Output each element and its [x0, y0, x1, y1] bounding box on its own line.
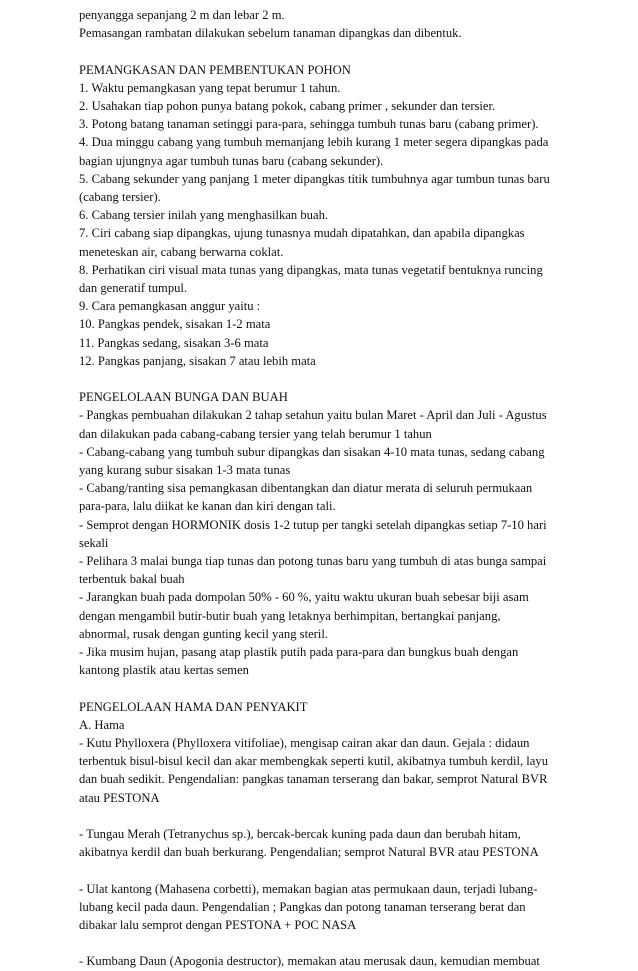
text-line: - Tungau Merah (Tetranychus sp.), bercak-bercak kuning pada daun dan berubah hitam,: [79, 827, 521, 842]
text-line: lubang kecil pada daun. Pengendalian ; Pangkas dan potong tanaman terserang berat dan: [79, 899, 526, 914]
paragraph: [79, 825, 569, 861]
text-line: PENGELOLAAN HAMA DAN PENYAKIT: [79, 699, 308, 714]
text-line: A. Hama: [79, 717, 125, 732]
text-line: PENGELOLAAN BUNGA DAN BUAH: [79, 390, 288, 405]
document-page: [79, 6, 569, 971]
text-line: - Jika musim hujan, pasang atap plastik putih pada para-para dan bungkus buah dengan: [79, 645, 519, 660]
text-line: dibakar lalu semprot dengan PESTONA + POC NASA: [79, 918, 357, 933]
text-line: 1. Waktu pemangkasan yang tepat berumur 1 tahun.: [79, 80, 341, 95]
text-line: dengan mengambil butir-butir buah yang letaknya berhimpitan, bertangkai panjang,: [79, 608, 501, 623]
text-line: - Kutu Phylloxera (Phylloxera vitifoliae), mengisap cairan akar dan daun. Gejala : didaun: [79, 736, 530, 751]
paragraph: [79, 6, 569, 42]
text-line: (cabang tersier).: [79, 190, 161, 205]
text-line: 10. Pangkas pendek, sisakan 1-2 mata: [79, 317, 271, 332]
text-line: dan generatif tumpul.: [79, 281, 188, 296]
text-line: yang kurang subur sisakan 1-3 mata tunas: [79, 463, 291, 478]
text-line: - Pelihara 3 malai bunga tiap tunas dan potong tunas baru yang tumbuh di atas bunga sampai: [79, 554, 547, 569]
text-line: 5. Cabang sekunder yang panjang 1 meter dipangkas titik tumbuhnya agar tumbun tunas baru: [79, 171, 550, 186]
text-line: 2. Usahakan tiap pohon punya batang pokok, cabang primer , sekunder dan tersier.: [79, 99, 496, 113]
paragraph: [79, 388, 569, 679]
text-line: 12. Pangkas panjang, sisakan 7 atau lebih mata: [79, 353, 316, 368]
text-line: abnormal, rusak dengan gunting kecil yang steril.: [79, 626, 329, 641]
paragraph-gap: [79, 370, 569, 388]
text-line: 3. Potong batang tanaman setinggi para-para, sehingga tumbuh tunas baru (cabang primer).: [79, 117, 539, 132]
text-line: 7. Ciri cabang siap dipangkas, ujung tunasnya mudah dipatahkan, dan apabila dipangkas: [79, 226, 525, 241]
text-line: meneteskan air, cabang berwarna coklat.: [79, 244, 284, 259]
text-line: 4. Dua minggu cabang yang tumbuh memanjang lebih kurang 1 meter segera dipangkas pada: [79, 135, 549, 150]
text-line: - Pangkas pembuahan dilakukan 2 tahap setahun yaitu bulan Maret - April dan Juli - Agustus: [79, 408, 547, 423]
text-line: akibatnya kerdil dan buah berkurang. Pengendalian; semprot Natural BVR atau PESTONA: [79, 845, 539, 860]
text-line: - Cabang/ranting sisa pemangkasan dibentangkan dan diatur merata di seluruh permukaan: [79, 481, 533, 496]
text-line: Pemasangan rambatan dilakukan sebelum tanaman dipangkas dan dibentuk.: [79, 26, 462, 41]
text-line: kantong plastik atau kertas semen: [79, 663, 249, 678]
text-line: 8. Perhatikan ciri visual mata tunas yang dipangkas, mata tunas vegetatif bentuknya runcing: [79, 262, 543, 277]
paragraph-gap: [79, 861, 569, 879]
text-line: PEMANGKASAN DAN PEMBENTUKAN POHON: [79, 62, 351, 77]
text-line: sekali: [79, 535, 109, 550]
paragraph-gap: [79, 42, 569, 60]
text-line: - Cabang-cabang yang tumbuh subur dipangkas dan sisakan 4-10 mata tunas, sedang cabang: [79, 444, 545, 459]
text-line: - Ulat kantong (Mahasena corbetti), memakan bagian atas permukaan daun, terjadi lubang-: [79, 881, 538, 896]
paragraph: [79, 880, 569, 935]
text-line: terbentuk bisul-bisul kecil dan akar membengkak seperti kutil, akibatnya tumbuh kerdil, layu: [79, 754, 548, 769]
paragraph: [79, 61, 569, 370]
text-line: 9. Cara pemangkasan anggur yaitu :: [79, 299, 261, 314]
text-line: dan dilakukan pada cabang-cabang tersier yang telah berumur 1 tahun: [79, 426, 432, 441]
text-line: penyangga sepanjang 2 m dan lebar 2 m.: [79, 8, 285, 22]
text-line: - Semprot dengan HORMONIK dosis 1-2 tutup per tangki setelah dipangkas setiap 7-10 hari: [79, 517, 547, 532]
paragraph-gap: [79, 934, 569, 952]
text-line: terbentuk bakal buah: [79, 572, 185, 587]
paragraph-gap: [79, 679, 569, 697]
text-line: atau PESTONA: [79, 790, 160, 805]
paragraph-gap: [79, 807, 569, 825]
text-line: bagian ujungnya agar tumbuh tunas baru (cabang sekunder).: [79, 153, 384, 168]
text-line: - Jarangkan buah pada dompolan 50% - 60 %, yaitu waktu ukuran buah sebesar biji asam: [79, 590, 529, 605]
paragraph: [79, 952, 569, 970]
text-line: - Kumbang Daun (Apogonia destructor), memakan atau merusak daun, kemudian membuat: [79, 954, 540, 969]
text-line: 6. Cabang tersier inilah yang menghasilkan buah.: [79, 208, 329, 223]
text-line: 11. Pangkas sedang, sisakan 3-6 mata: [79, 335, 269, 350]
text-line: para-para, lalu diikat ke kanan dan kiri dengan tali.: [79, 499, 336, 514]
paragraph: [79, 698, 569, 807]
text-line: dan buah sedikit. Pengendalian: pangkas tanaman terserang dan bakar, semprot Natural BVR: [79, 772, 548, 787]
